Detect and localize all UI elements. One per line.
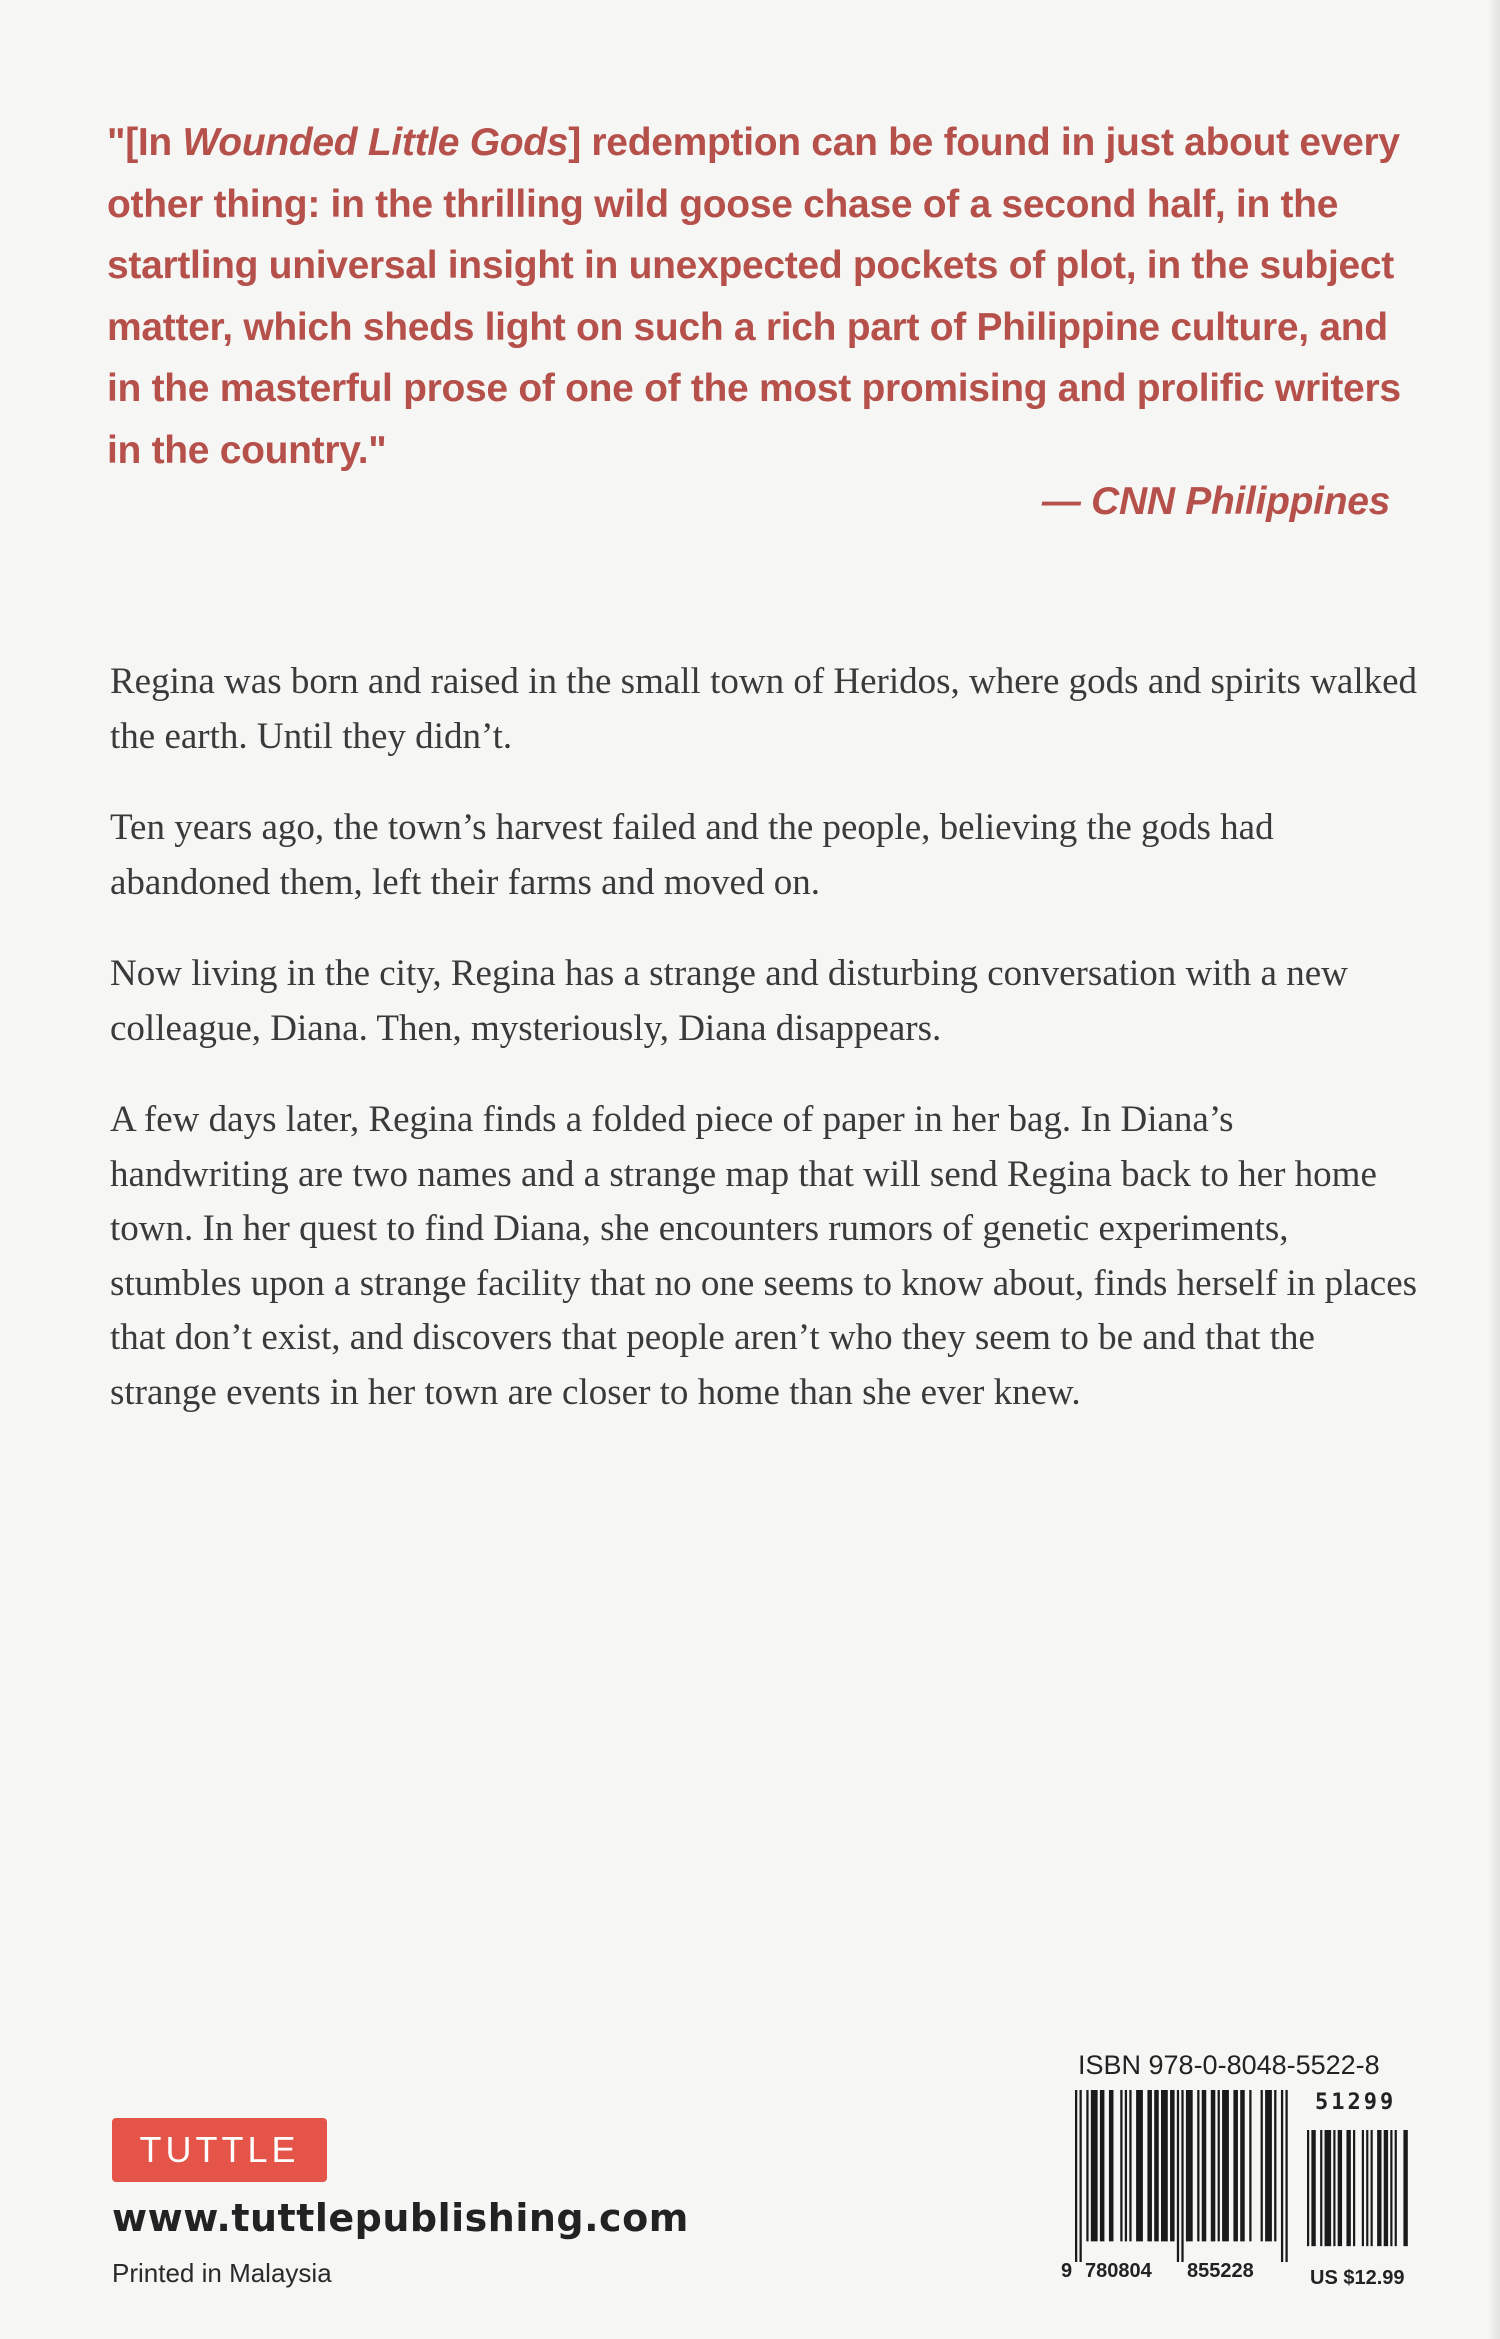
barcode-bar [1384,2130,1388,2246]
quote-book-title: Wounded Little Gods [182,121,569,164]
barcode-digits-right: 855228 [1187,2260,1254,2282]
barcode-bar [1186,2090,1193,2241]
book-blurb [110,655,1420,1457]
barcode-guard-bar [1281,2090,1283,2262]
quote-attribution: — CNN Philippines [1041,480,1390,523]
isbn-label: ISBN 978-0-8048-5522-8 [1078,2050,1380,2080]
quote-body: ] redemption can be found in just about every other thing: in the thrilling wild goose chase of a second half, in the startling universal insight in unexpected pockets of plot, in the subject matter, which sheds light on such a rich part of Philippine culture, and in the masterful prose of one of the most promising and prolific writers in the country." [107,121,1401,472]
barcode-digit-first: 9 [1061,2260,1073,2282]
barcode-bar [1120,2090,1122,2241]
barcode-bar [1211,2090,1216,2241]
barcode-supplement-number: 51299 [1315,2090,1397,2115]
barcode-bar [1346,2130,1350,2246]
page-edge-shadow [1488,0,1500,2339]
barcode-bars [1075,2090,1290,2262]
barcode-bar [1233,2090,1238,2241]
barcode-bar [1125,2090,1127,2241]
barcode-digits-left: 780804 [1085,2260,1152,2282]
barcode-bar [1218,2090,1220,2241]
barcode-bar [1240,2090,1245,2241]
barcode-bar [1395,2130,1397,2246]
barcode-bar [1100,2090,1105,2241]
publisher-website[interactable]: www.tuttlepublishing.com [112,2196,689,2240]
barcode-bar [1362,2130,1364,2246]
barcode-bar [1170,2090,1175,2241]
quote-open: "[In [107,121,183,164]
barcode-bar [1403,2130,1407,2246]
blurb-paragraph: Now living in the city, Regina has a strange and disturbing conversation with a new colleague, Diana. Then, mysteriously, Diana disappears. [110,953,1348,1049]
barcode-bar [1261,2090,1263,2241]
blurb-paragraph: Ten years ago, the town’s harvest failed and the people, believing the gods had abandoned them, left their farms and moved on. [110,807,1274,903]
barcode-guard-bar [1080,2090,1082,2262]
barcode-bar [1307,2130,1309,2246]
blurb-paragraph: Regina was born and raised in the small town of Heridos, where gods and spirits walked the earth. Until they didn’t. [110,661,1418,757]
barcode-bar [1353,2130,1355,2246]
barcode-guard-bar [1177,2090,1179,2262]
barcode-guard-bar [1181,2090,1183,2262]
isbn-barcode [1061,2050,1415,2290]
tuttle-logo: TUTTLE [112,2118,327,2182]
barcode-bar [1366,2130,1368,2246]
barcode-bar [1136,2090,1143,2241]
barcode-bar [1274,2090,1276,2241]
barcode-bar [1265,2090,1272,2241]
barcode-bar [1129,2090,1131,2241]
barcode-bar [1249,2090,1251,2241]
barcode-bar [1091,2090,1098,2241]
barcode-bar [1371,2130,1373,2246]
barcode-bar [1154,2090,1159,2241]
barcode-bar [1202,2090,1207,2241]
barcode-bar [1109,2090,1114,2241]
barcode-bar [1161,2090,1168,2241]
barcode-bar [1197,2090,1199,2241]
barcode-bar [1222,2090,1229,2241]
barcode-bar [1147,2090,1152,2241]
barcode-guard-bar [1285,2090,1287,2262]
barcode-bar [1311,2130,1315,2246]
barcode-bar [1377,2130,1381,2246]
printed-in-label: Printed in Malaysia [112,2258,332,2288]
review-quote [107,112,1427,481]
barcode-supplement-bars [1307,2130,1410,2262]
barcode-bar [1325,2130,1332,2246]
barcode-guard-bar [1075,2090,1077,2262]
barcode-bar [1333,2130,1335,2246]
barcode-bar [1320,2130,1322,2246]
blurb-paragraph: A few days later, Regina finds a folded piece of paper in her bag. In Diana’s handwriting are two names and a strange map that will send Regina back to her home town. In her quest to find Diana, she encounters rumors of genetic experiments, stumbles upon a strange facility that no one seems to know about, finds herself in places that don’t exist, and discovers that people aren’t who they seem to be and that the strange events in her town are closer to home than she ever knew. [110,1099,1418,1413]
price-label: US $12.99 [1310,2267,1405,2289]
barcode-bar [1338,2130,1342,2246]
barcode-bar [1390,2130,1392,2246]
barcode-bar [1086,2090,1088,2241]
